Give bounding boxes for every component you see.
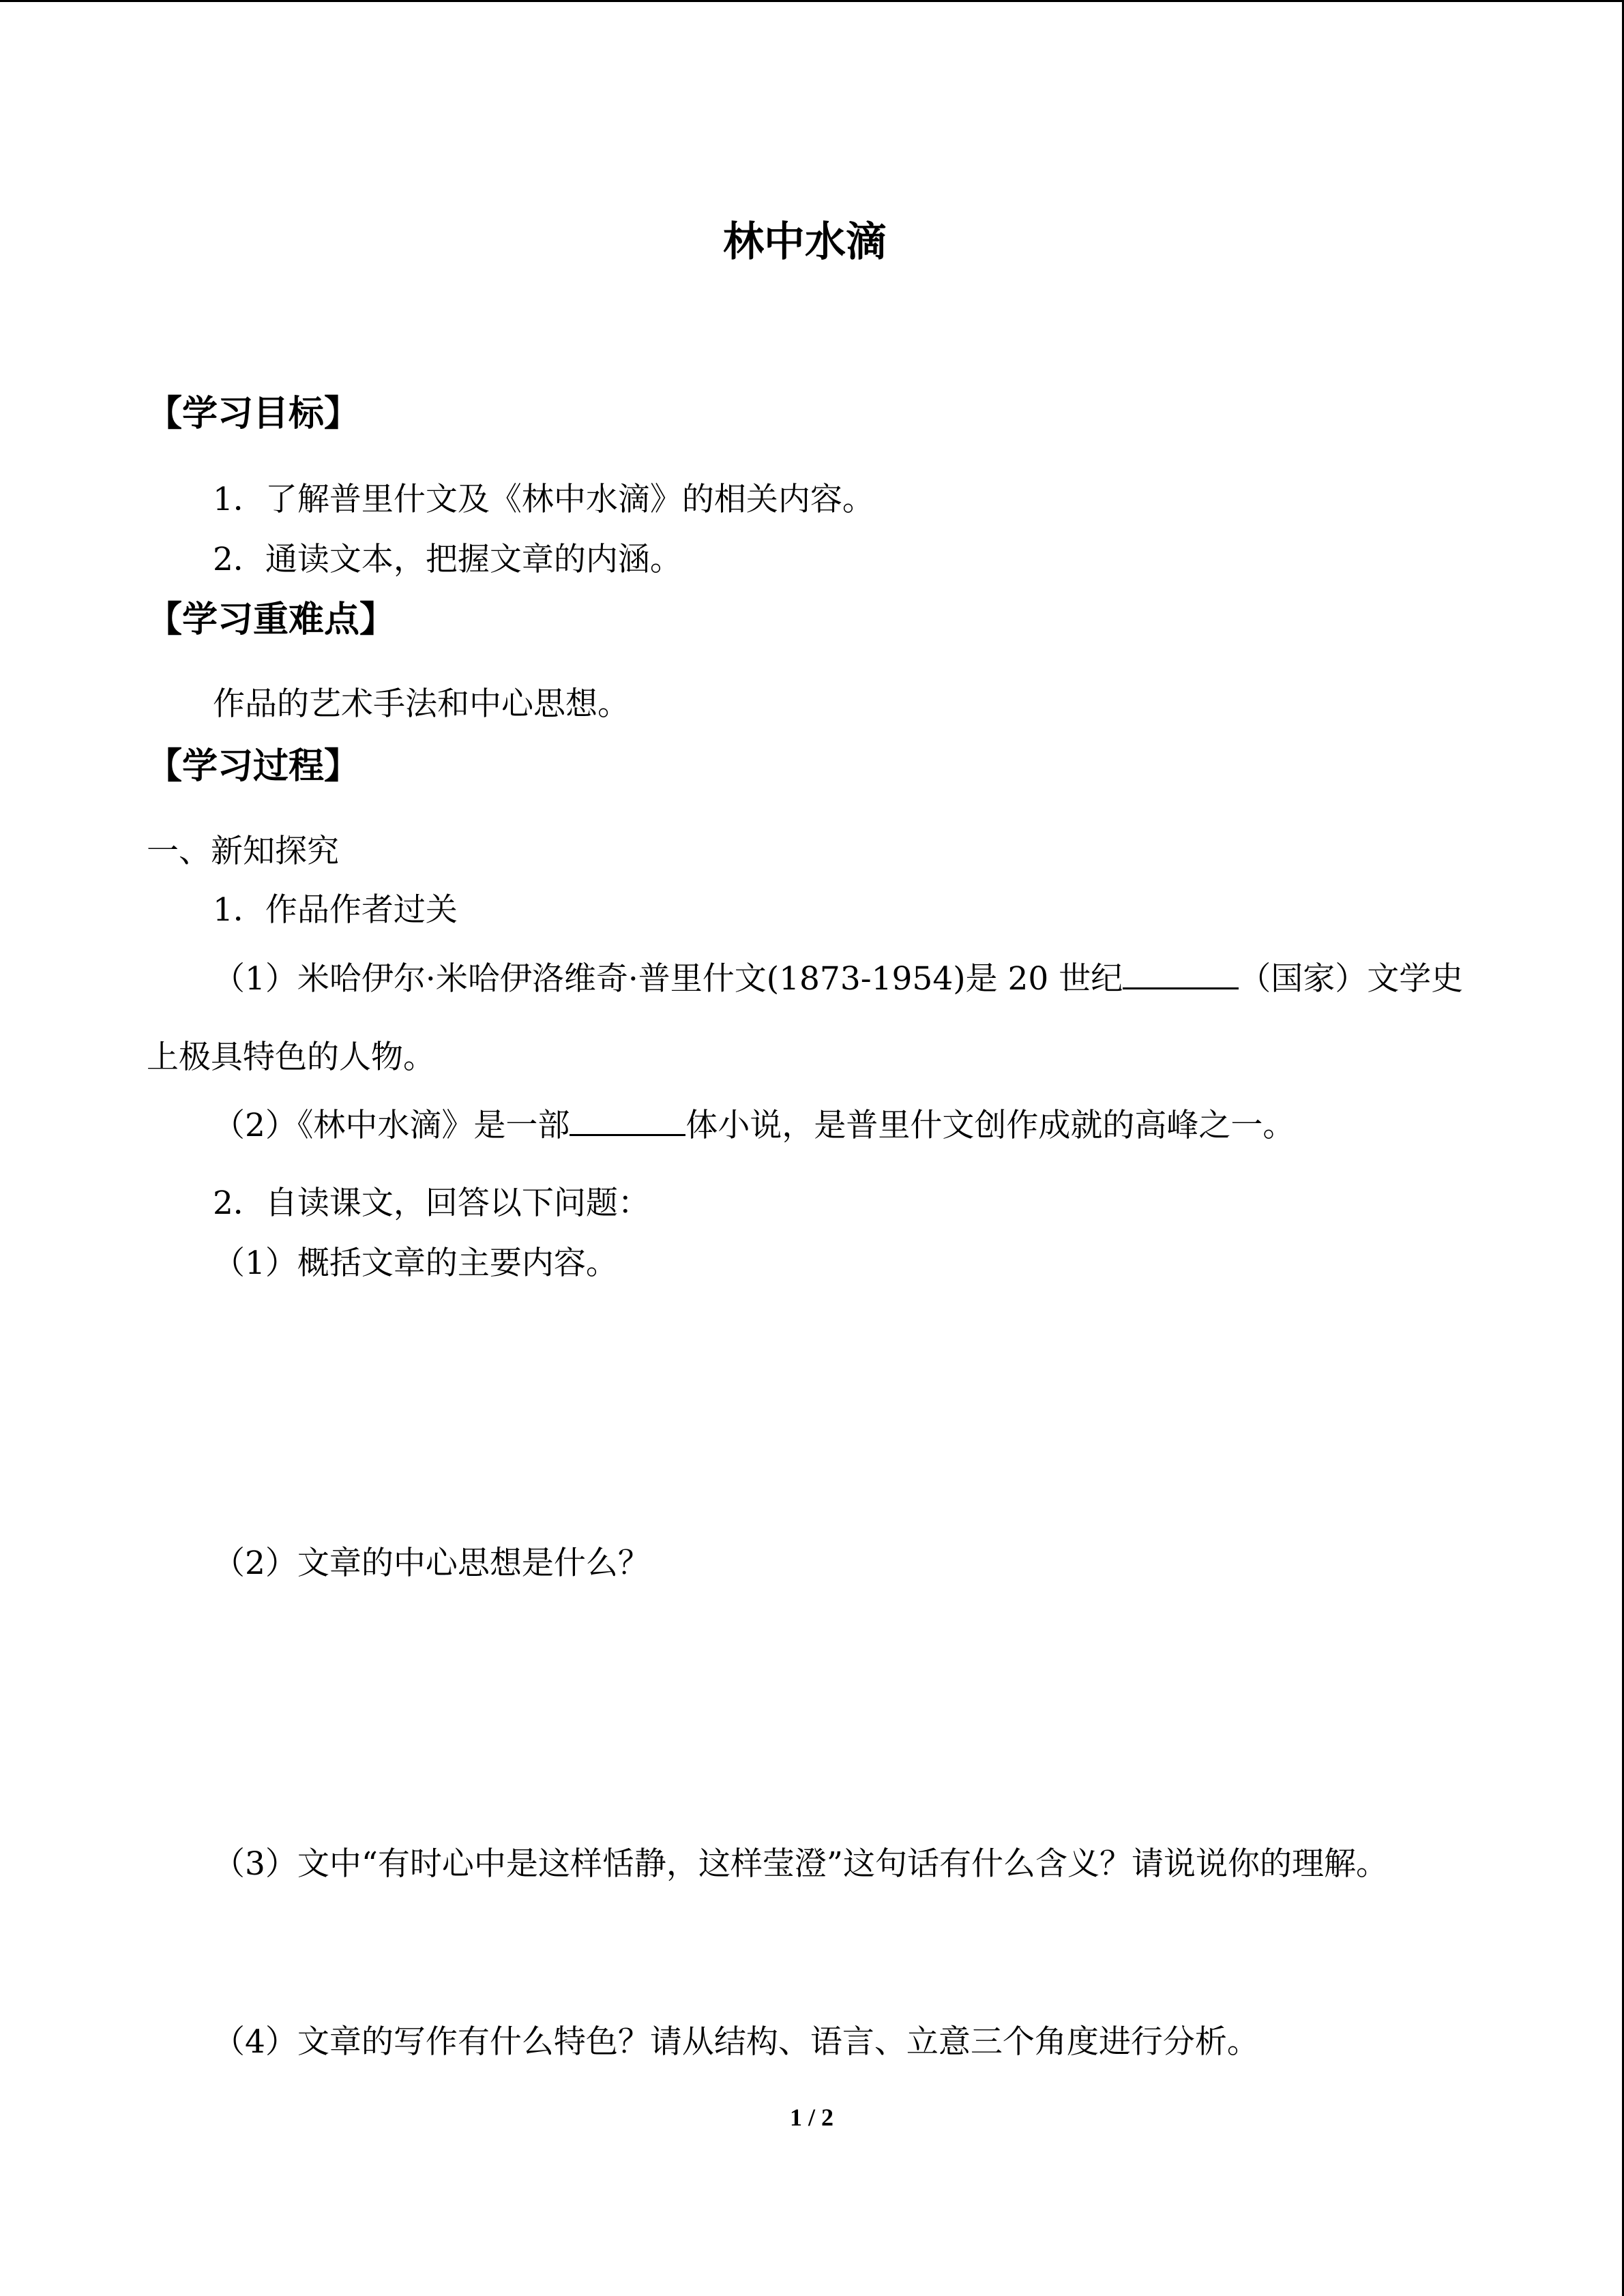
reading-question-1: （1）概括文章的主要内容。 (213, 1244, 618, 1282)
goal-item-1: 1．了解普里什文及《林中水滴》的相关内容。 (213, 481, 874, 518)
page-title: 林中水滴 (723, 218, 887, 266)
reading-question-3: （3）文中“有时心中是这样恬静，这样莹澄”这句话有什么含义？请说说你的理解。 (213, 1845, 1388, 1883)
question-2-text-before: （2）《林中水滴》是一部 (213, 1107, 570, 1144)
question-1-text-before: （1）米哈伊尔·米哈伊洛维奇·普里什文(1873-1954)是 20 世纪 (213, 960, 1123, 998)
reading-question-4: （4）文章的写作有什么特色？请从结构、语言、立意三个角度进行分析。 (213, 2023, 1259, 2061)
part-1-item-2: 2．自读课文，回答以下问题： (213, 1184, 650, 1222)
goal-item-2: 2．通读文本，把握文章的内涵。 (213, 541, 682, 578)
question-1-text-after: （国家）文学史 (1239, 960, 1464, 998)
key-points-text: 作品的艺术手法和中心思想。 (213, 685, 630, 723)
key-points-heading: 【学习重难点】 (147, 599, 396, 640)
part-1-heading: 一、新知探究 (147, 833, 339, 870)
part-1-item-1: 1．作品作者过关 (213, 891, 458, 929)
question-2-line (213, 1105, 1295, 1142)
answer-blank-genre[interactable] (570, 1105, 685, 1136)
page-number: 1 / 2 (790, 2104, 834, 2131)
process-heading: 【学习过程】 (147, 745, 360, 787)
answer-blank-country[interactable] (1123, 959, 1239, 989)
reading-question-2: （2）文章的中心思想是什么？ (213, 1545, 650, 1582)
question-1-line (213, 959, 1464, 998)
question-2-text-after: 体小说，是普里什文创作成就的高峰之一。 (685, 1107, 1295, 1144)
question-1-continuation: 上极具特色的人物。 (147, 1039, 435, 1076)
goals-heading: 【学习目标】 (147, 393, 360, 434)
